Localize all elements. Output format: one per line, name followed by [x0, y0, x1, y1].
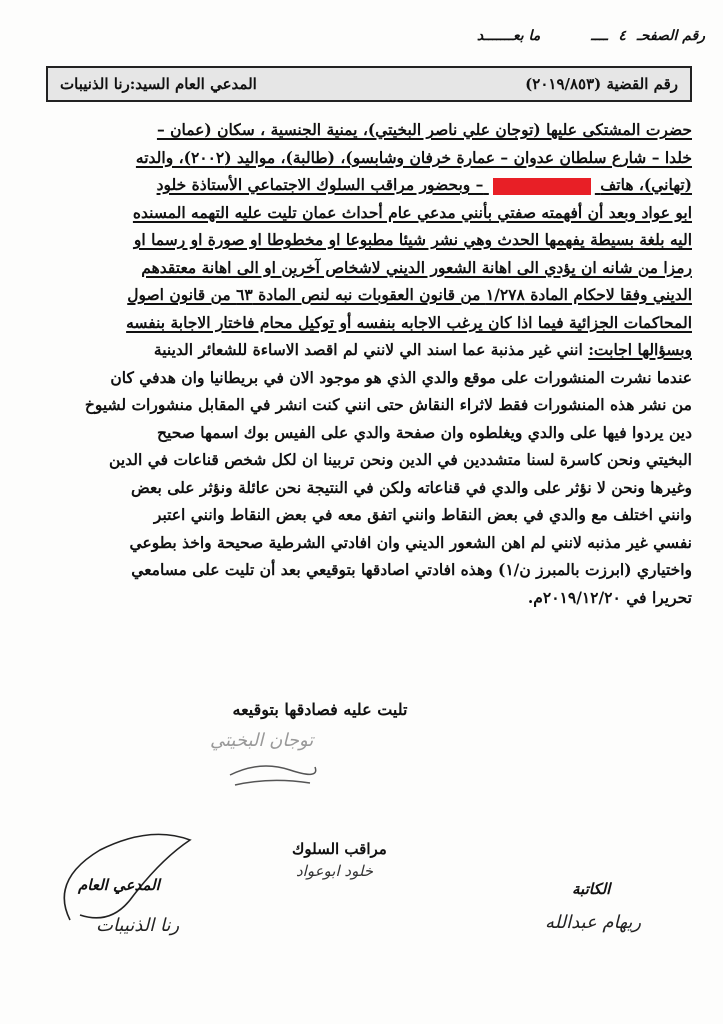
statement-line: حضرت المشتكى عليها (توجان علي ناصر البخيتي)، يمنية الجنسية ، سكان (عمان – — [156, 120, 692, 139]
answer-text: انني غير مذنبة عما اسند الي لانني لم اقصد الاساءة للشعائر الدينية — [153, 340, 589, 359]
case-number: رقم القضية (٢٠١٩/٨٥٣) — [525, 75, 678, 93]
clerk-title: الكاتبة — [572, 880, 611, 898]
clerk-signature: ريهام عبدالله — [545, 912, 642, 933]
statement-line: خلدا – شارع سلطان عدوان – عمارة خرفان وشابسو)، (طالبة)، مواليد (٢٠٠٢)، والدته — [135, 147, 692, 167]
statement-line: عندما نشرت المنشورات على موقع والدي الذي هو موجود الان في بريطانيا وان هدفي كان — [110, 367, 692, 387]
statement-line: واختياري (ابرزت بالمبرز ن/١) وهذه افادتي اصادقها بتوقيعي بعد أن تليت على مسامعي — [131, 560, 692, 579]
page-number: ٤ — [618, 28, 626, 44]
statement-line: البخيتي ونحن كاسرة لسنا متشددين في الدين ونحن تربينا ان لكل شخص قناعات في الدين — [109, 450, 692, 469]
case-header-box — [46, 66, 692, 102]
statement-line: وانني اختلف مع والدي في بعض النقاط وانني اتفق معه في بعض النقاط وانني اعتبر — [153, 505, 692, 524]
page-suffix: ــــ — [591, 28, 608, 44]
accused-signature: توجان البخيتي — [210, 730, 314, 751]
page-label: رقم الصفحـ — [636, 28, 705, 44]
statement-line: رمزا من شانه ان يؤدي الى اهانة الشعور الديني لاشخاص آخرين او الى اهانة معتقدهم — [141, 257, 692, 277]
line-start: (تهاني)، هاتف — [600, 175, 692, 194]
statement-line: من نشر هذه المنشورات فقط لاثراء النقاش حتى انني كنت انشر في المقابل منشورات لشيوخ — [84, 395, 692, 414]
statement-line: المحاكمات الجزائية فيما اذا كان يرغب الاجابه بنفسه أو توكيل محام فاختار الاجابة بنفسه — [126, 312, 692, 332]
continued-label: ما بعـــــــد — [476, 28, 541, 44]
statement-line: ابو عواد وبعد أن أفهمته صفتي بأنني مدعي عام أحداث عمان تليت عليه التهمه المسنده — [132, 202, 692, 222]
line-end: – وبحضور مراقب السلوك الاجتماعي الأستاذة خلود — [156, 175, 484, 194]
prosecutor-name: المدعي العام السيد:رنا الذنيبات — [60, 75, 257, 93]
statement-line: وغيرها ونحن لا نؤثر على والدي في قناعاته ولكن في النتيجة نحن عائلة ونؤثر على بعض — [131, 477, 692, 497]
confirmation-text: تليت عليه فصادقها بتوقيعه — [232, 700, 408, 719]
accused-signature-scribble — [220, 755, 320, 795]
statement-line: دين يردوا فيها على والدي ويغلطوه وان صفحة والدي على الفيس بوك اسمها صحيح — [157, 422, 692, 442]
prosecutor-signature: رنا الذنيبات — [96, 915, 180, 936]
statement-line: نفسي غير مذنبه لانني لم اهن الشعور الديني وان افادتي الشرطية صحيحة واخذ بطوعي — [129, 532, 692, 552]
statement-line: الديني وفقا لاحكام المادة ١/٢٧٨ من قانون العقوبات نبه لنص المادة ٦٣ من قانون اصول — [127, 285, 692, 304]
monitor-signature: خلود ابوعواد — [296, 862, 374, 880]
prosecutor-title: المدعي العام — [78, 876, 160, 894]
statement-line — [52, 171, 692, 199]
answer-label: وبسؤالها اجابت: — [588, 340, 692, 359]
page-header-line — [380, 28, 705, 44]
monitor-title: مراقب السلوك — [292, 840, 387, 858]
statement-line — [52, 336, 692, 364]
statement-line: اليه بلغة بسيطة يفهمها الحدث وهي نشر شيئا مطبوعا او مخطوطا او صورة او رسما او — [133, 230, 692, 249]
statement-body — [52, 116, 692, 611]
redaction-box — [493, 178, 591, 195]
statement-line: تحريرا في ٢٠١٩/١٢/٢٠م. — [527, 587, 692, 607]
